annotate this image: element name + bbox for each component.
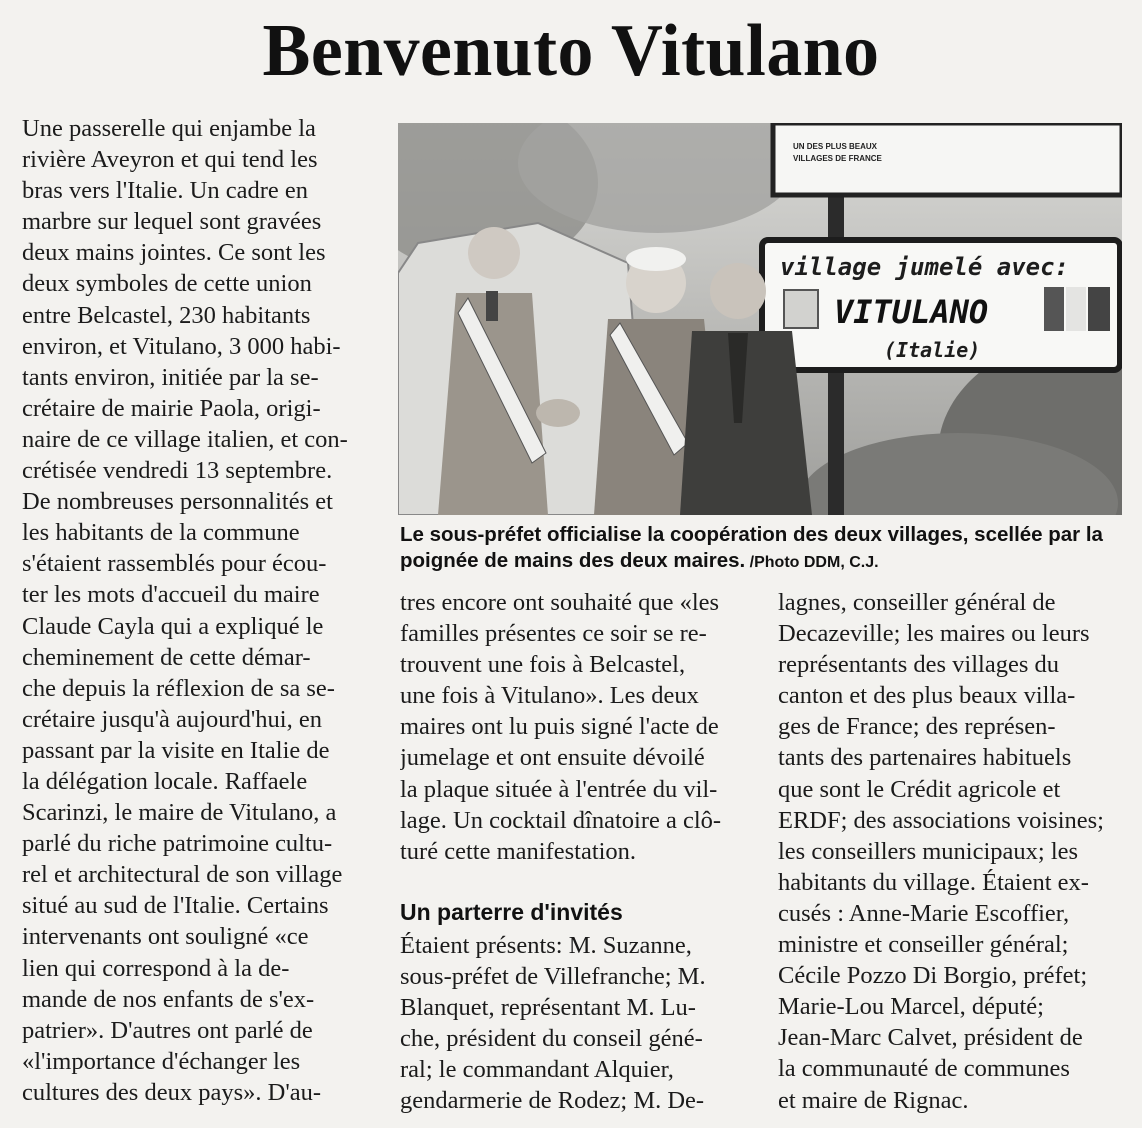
text-line: lage. Un cocktail dînatoire a clô- (400, 806, 722, 834)
text-line: trouvent une fois à Belcastel, (400, 651, 686, 679)
text-line: familles présentes ce soir se re- (400, 620, 707, 648)
text-line: habitants du village. Étaient ex- (778, 868, 1089, 896)
text-line: rel et architectural de son village (22, 861, 343, 889)
article-column-1 (22, 113, 368, 1108)
text-line: jumelage et ont ensuite dévoilé (400, 744, 705, 772)
text-line: che, président du conseil géné- (400, 1025, 703, 1053)
text-line: gendarmerie de Rodez; M. De- (400, 1087, 705, 1115)
photo-caption (400, 522, 1122, 576)
text-line: De nombreuses personnalités et (22, 488, 333, 516)
text-line: cultures des deux pays». D'au- (22, 1078, 322, 1106)
article-column-2-guests (400, 930, 746, 1117)
text-line: Une passerelle qui enjambe la (22, 115, 316, 142)
headline: Benvenuto Vitulano (262, 10, 880, 92)
text-line: bras vers l'Italie. Un cadre en (22, 177, 309, 205)
photo-sign-top-line1: UN DES PLUS BEAUX (793, 142, 878, 151)
text-line: crétaire de mairie Paola, origi- (22, 394, 321, 422)
text-line: lien qui correspond à la de- (22, 954, 290, 982)
text-line: lagnes, conseiller général de (778, 589, 1056, 616)
text-line: maires ont lu puis signé l'acte de (400, 713, 719, 741)
article-photo (398, 123, 1122, 515)
caption-text: Le sous-préfet officialise la coopération des deux villages, scellée par la poignée de mains des deux maires. (400, 523, 1103, 572)
text-line: rivière Aveyron et qui tend les (22, 146, 318, 174)
text-line: s'étaient rassemblés pour écou- (22, 550, 327, 578)
text-line: Étaient présents: M. Suzanne, (400, 932, 692, 959)
text-line: patrier». D'autres ont parlé de (22, 1016, 313, 1044)
text-line: sous-préfet de Villefranche; M. (400, 963, 706, 991)
text-line: passant par la visite en Italie de (22, 736, 330, 764)
text-line: Cécile Pozzo Di Borgio, préfet; (778, 962, 1088, 990)
caption-credit: /Photo DDM, C.J. (745, 554, 879, 571)
subheading: Un parterre d'invités (400, 899, 623, 925)
text-line: «l'importance d'échanger les (22, 1047, 301, 1075)
text-line: canton et des plus beaux villa- (778, 682, 1076, 710)
text-line: ral; le commandant Alquier, (400, 1056, 674, 1084)
text-line: situé au sud de l'Italie. Certains (22, 892, 329, 920)
text-line: ERDF; des associations voisines; (778, 806, 1104, 834)
text-line: deux mains jointes. Ce sont les (22, 239, 326, 267)
text-line: la communauté de communes (778, 1055, 1070, 1083)
text-line: Claude Cayla qui a expliqué le (22, 612, 324, 640)
text-line: tres encore ont souhaité que «les (400, 589, 720, 616)
photo-sign-top-line2: VILLAGES DE FRANCE (793, 154, 882, 163)
text-line: Blanquet, représentant M. Lu- (400, 994, 696, 1022)
text-line: crétisée vendredi 13 septembre. (22, 457, 333, 485)
text-line: marbre sur lequel sont gravées (22, 208, 322, 236)
text-line: et maire de Rignac. (778, 1086, 969, 1114)
photo-sign-line2: VITULANO (834, 293, 989, 331)
text-line: parlé du riche patrimoine cultu- (22, 830, 333, 858)
text-line: intervenants ont souligné «ce (22, 923, 309, 951)
article-column-2 (400, 587, 746, 867)
text-line: che depuis la réflexion de sa se- (22, 674, 335, 702)
text-line: crétaire jusqu'à aujourd'hui, en (22, 705, 322, 733)
text-line: ges de France; des représen- (778, 713, 1056, 741)
text-line: Marie-Lou Marcel, député; (778, 993, 1044, 1021)
text-line: ministre et conseiller général; (778, 931, 1069, 959)
text-line: Decazeville; les maires ou leurs (778, 620, 1090, 648)
article-column-3 (778, 587, 1126, 1116)
photo-illustration (398, 123, 1122, 515)
text-line: une fois à Vitulano». Les deux (400, 682, 699, 710)
text-line: la plaque située à l'entrée du vil- (400, 775, 718, 803)
text-line: Scarinzi, le maire de Vitulano, a (22, 799, 337, 827)
text-line: la délégation locale. Raffaele (22, 767, 308, 795)
text-line: les habitants de la commune (22, 519, 300, 547)
text-line: mande de nos enfants de s'ex- (22, 985, 315, 1013)
text-line: représentants des villages du (778, 651, 1059, 679)
text-line: turé cette manifestation. (400, 837, 637, 865)
photo-sign-line1: village jumelé avec: (780, 253, 1069, 281)
text-line: tants des partenaires habituels (778, 744, 1072, 772)
text-line: cheminement de cette démar- (22, 643, 311, 671)
text-line: Jean-Marc Calvet, président de (778, 1024, 1083, 1052)
text-line: deux symboles de cette union (22, 270, 312, 298)
text-line: entre Belcastel, 230 habitants (22, 301, 311, 329)
photo-sign-line3: (Italie) (884, 338, 981, 362)
text-line: les conseillers municipaux; les (778, 837, 1079, 865)
text-line: environ, et Vitulano, 3 000 habi- (22, 332, 341, 360)
text-line: cusés : Anne-Marie Escoffier, (778, 899, 1070, 927)
text-line: tants environ, initiée par la se- (22, 363, 319, 391)
text-line: que sont le Crédit agricole et (778, 775, 1061, 803)
text-line: ter les mots d'accueil du maire (22, 581, 320, 609)
text-line: naire de ce village italien, et con- (22, 425, 348, 453)
